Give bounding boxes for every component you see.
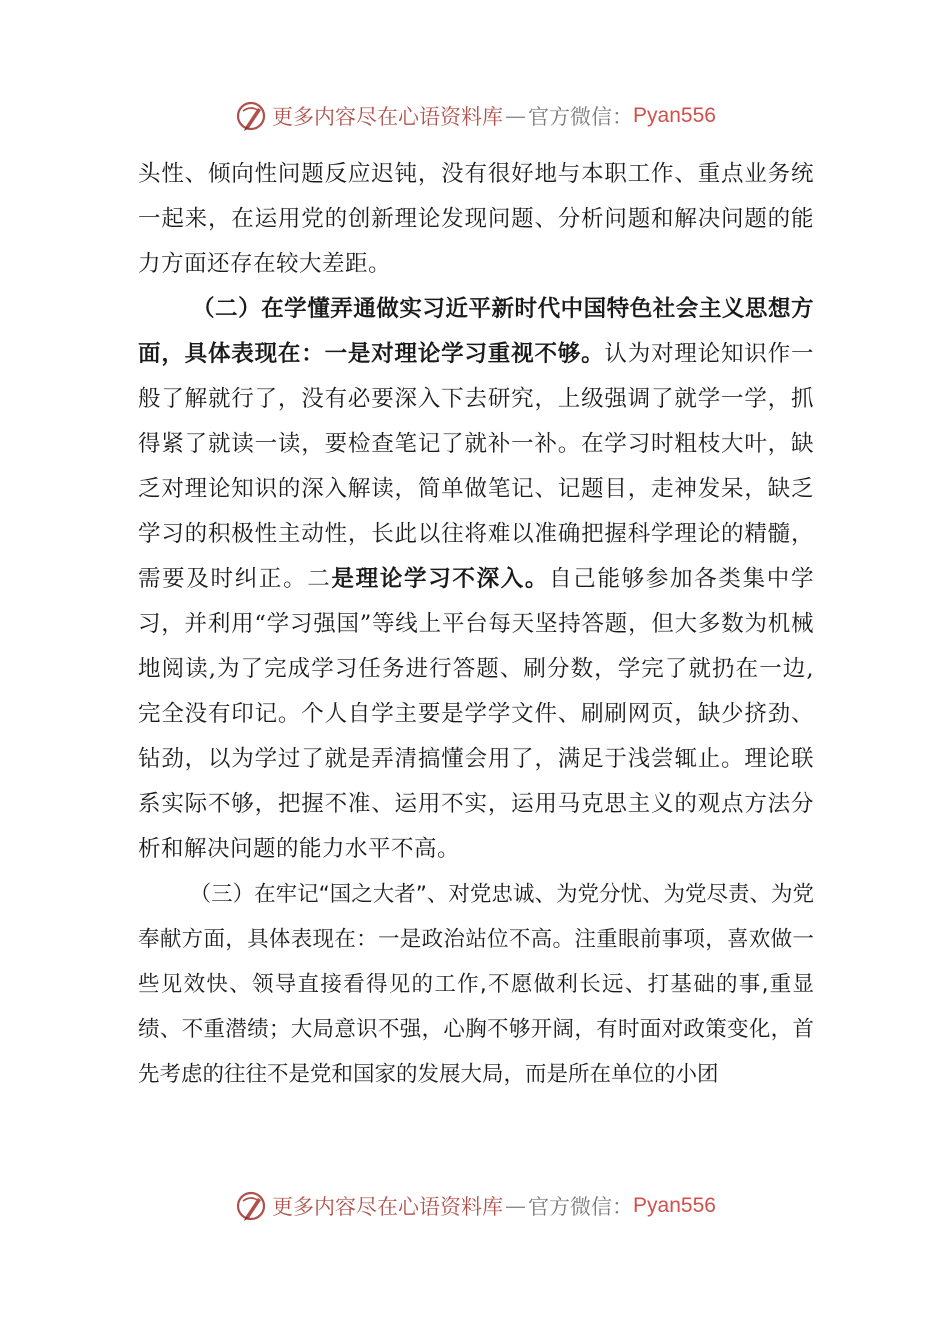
paragraph-2-text-2: 自己能够参加各类集中学习，并利用“学习强国”等线上平台每天坚持答题，但大多数为机械地阅读,为了完成学习任务进行答题、刷分数，学完了就扔在一边,完全没有印记。个人自学主要是学学文件、刷刷网页，缺少挤劲、钻劲，以为学过了就是弄清搞懂会用了，满足于浅尝辄止。理论联系实际不够，把握不准、运用不实，运用马克思主义的观点方法分析和解决问题的能力水平不高。 [138,566,814,862]
paragraph-2-heading: （二）在学懂弄通做实习近平新时代中国特色社会主义思想方面，具体表现在：一是对理论学习重视不够。 [138,296,814,367]
paragraph-2-subheading: 是理论学习不深入。 [331,566,550,592]
watermark-header [0,96,950,136]
watermark-footer [0,1186,950,1226]
watermark-account: Pyan556 [633,104,716,127]
watermark-dash: — [505,104,527,128]
paragraph-2 [138,287,814,872]
document-body [138,152,814,1097]
watermark-label: 官方微信： [528,105,634,129]
watermark-label: 官方微信： [528,1195,634,1219]
paragraph-1: 头性、倾向性问题反应迟钝，没有很好地与本职工作、重点业务统一起来，在运用党的创新理论发现问题、分析问题和解决问题的能力方面还存在较大差距。 [138,161,814,277]
watermark-main-text: 更多内容尽在心语资料库 [272,1195,504,1219]
pen-logo-icon [234,1189,268,1223]
paragraph-3: （三）在牢记“国之大者”、对党忠诚、为党分忧、为党尽责、为党奉献方面，具体表现在：一是政治站位不高。注重眼前事项，喜欢做一些见效快、领导直接看得见的工作,不愿做利长远、打基础的事,重显绩、不重潜绩；大局意识不强，心胸不够开阔，有时面对政策变化，首先考虑的往往不是党和国家的发展大局，而是所在单位的小团 [138,882,814,1087]
watermark-main-text: 更多内容尽在心语资料库 [272,105,504,129]
pen-logo-icon [234,99,268,133]
watermark-dash: — [505,1194,527,1218]
paragraph-2-text-1: 认为对理论知识作一般了解就行了，没有必要深入下去研究，上级强调了就学一学，抓得紧了就读一读，要检查笔记了就补一补。在学习时粗枝大叶，缺乏对理论知识的深入解读，简单做笔记、记题目，走神发呆，缺乏学习的积极性主动性，长此以往将难以准确把握科学理论的精髓，需要及时纠正。二 [138,341,814,592]
watermark-account: Pyan556 [633,1194,716,1217]
